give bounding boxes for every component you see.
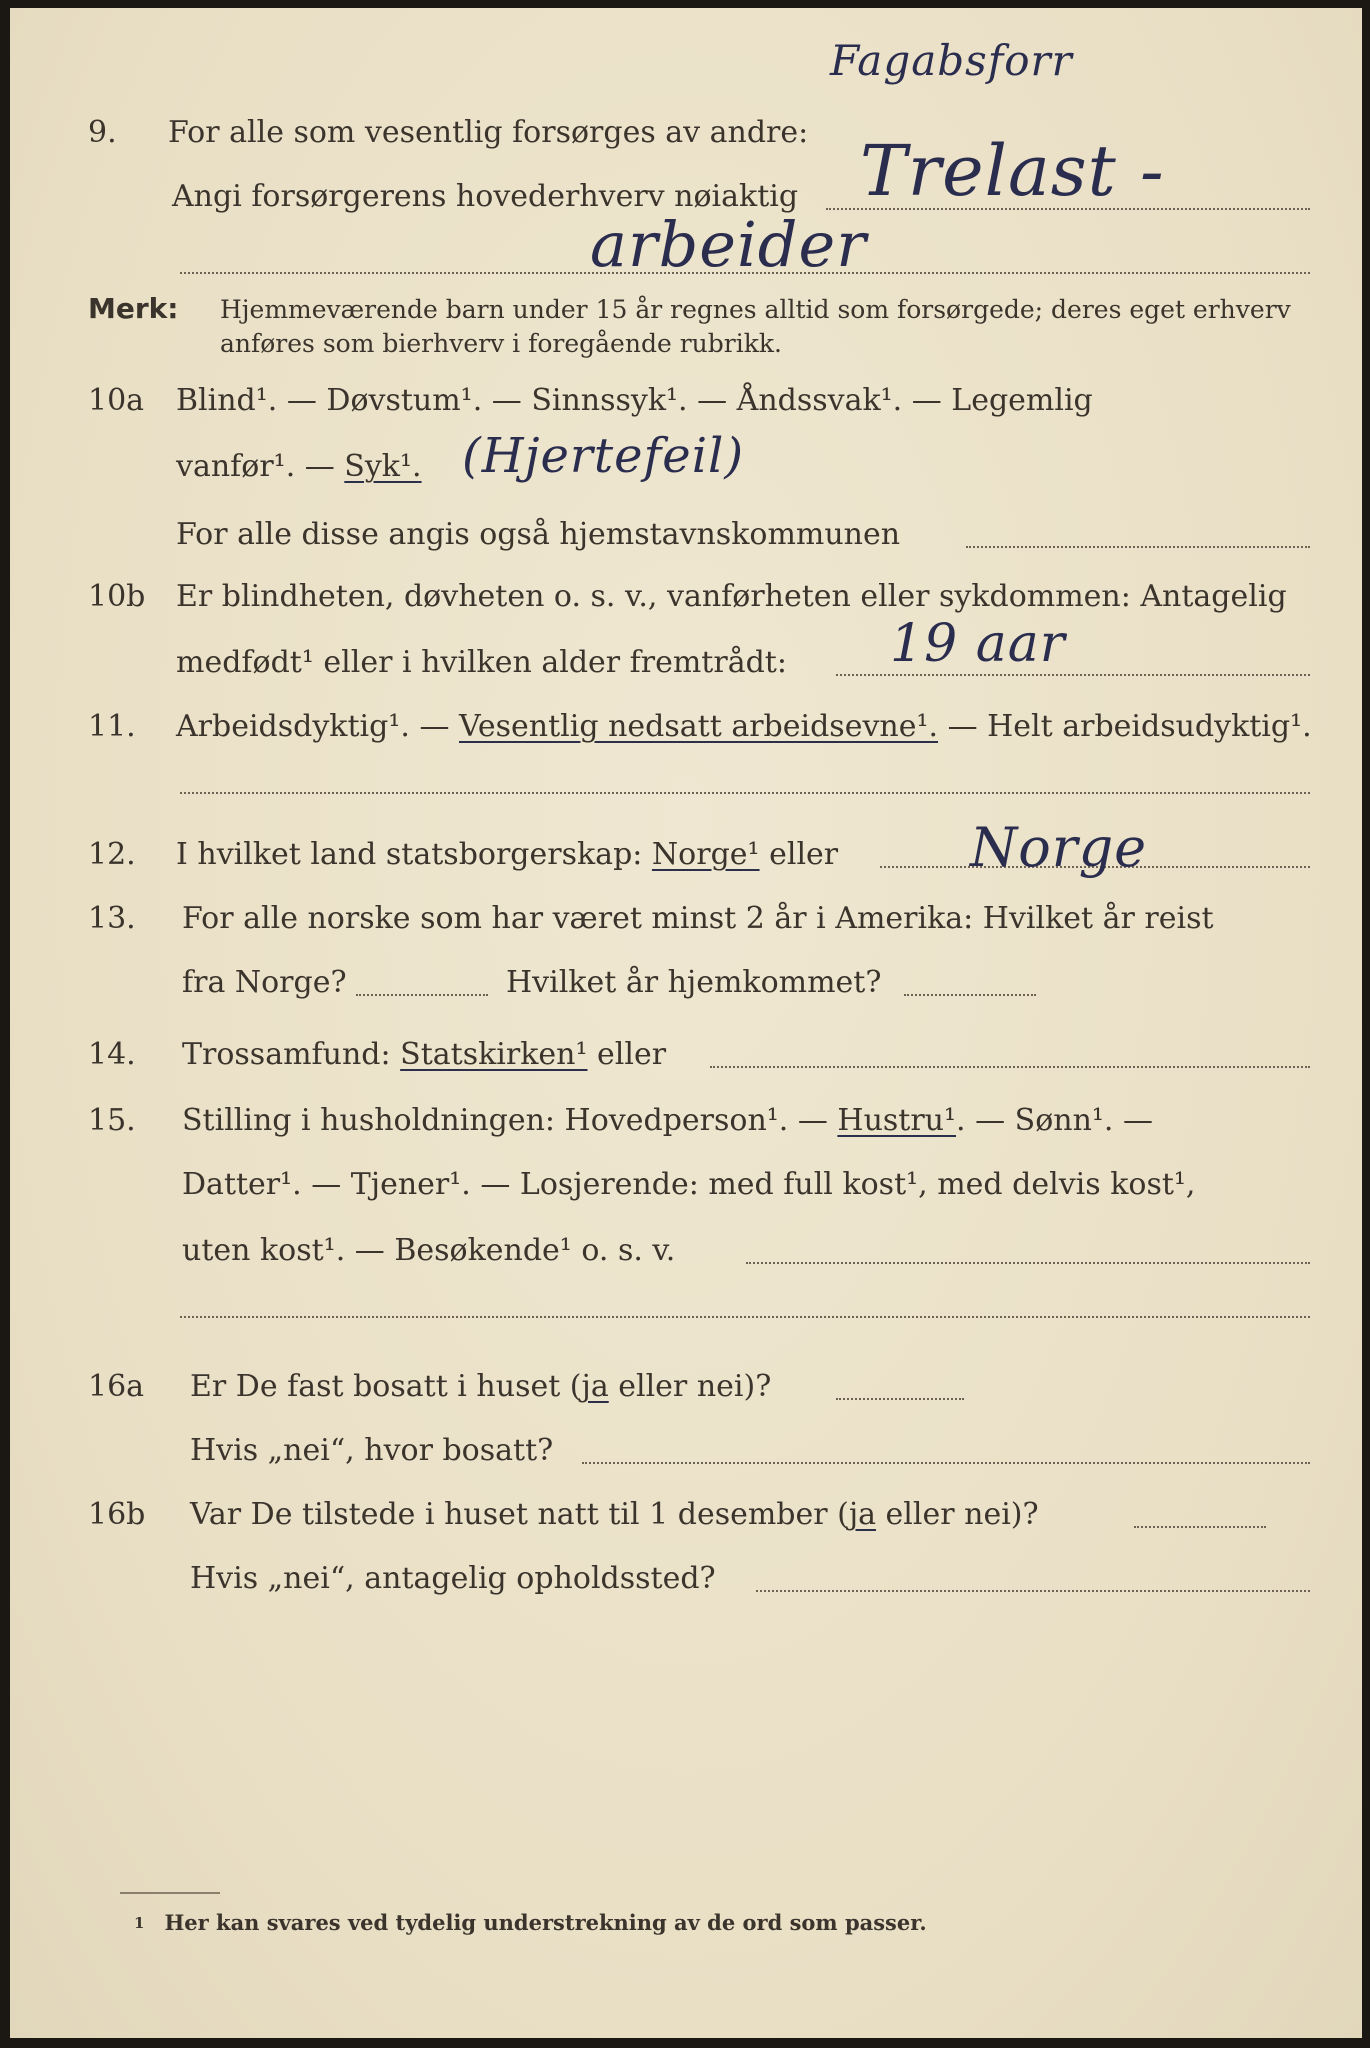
handwritten-age: 19 aar [890, 614, 1066, 674]
census-form-page: Fagabsforr 9. For alle som vesentlig forsørges av andre: Angi forsørgerens hovederhverv nøiaktig Trelast - arbeider Merk: Hjemmeværende barn under 15 år regnes alltid som forsørgede; deres eget erhverv anføres som bierhverv i foregående rubrikk. 10a Blind¹. — Døvstum¹. — Sinnssyk¹. — Åndssvak¹. — Legemlig vanfør¹. — Syk¹. (Hjertefeil) For alle disse angis også hjemstavnskommunen 10b Er blindheten, døvheten o. s. v., vanførheten eller sykdommen: Antagelig medfødt¹ eller i hvilken alder fremtrådt: 19 aar 11. Arbeidsdyktig¹. — Vesentlig nedsatt arbeidsevne¹. — Helt arbeidsudyktig¹. 12. I hvilket land statsborgerskap: Norge¹ eller Norge 13. For alle norske som har været minst 2 år i Amerika: Hvilket år reist fra Norge? Hvilket år hjemkommet? 14. Trossamfund: Statskirken¹ eller 15. Stilling i husholdningen: Hovedperson¹. — Hustru¹. — Sønn¹. — Datter¹. — Tjener¹. — Losjerende: med full kost¹, med delvis kost¹, uten kost¹. — Besøkende¹ o. s. v. 16a Er De fast bosatt i huset (ja eller nei)? Hvis „nei“, hvor bosatt? 16b Var De tilstede i huset natt til 1 desember (ja eller nei)? Hvis „nei“, antagelig opholdssted? 1 Her kan svares ved tydelig understrekning av de ord som passer. [10, 8, 1362, 2038]
q10b-answer-line[interactable] [836, 674, 1310, 676]
q16a-answer-line[interactable] [836, 1398, 964, 1400]
q9-text: For alle som vesentlig forsørges av andre: [168, 115, 809, 150]
q10a-answer-line[interactable] [966, 546, 1310, 548]
q16b-whereabouts-line[interactable] [756, 1590, 1310, 1592]
footnote: 1 Her kan svares ved tydelig understrekning av de ord som passer. [134, 1910, 927, 1935]
ja-underlined-16a[interactable]: ja [581, 1369, 609, 1404]
q16a-residence-line[interactable] [582, 1462, 1310, 1464]
q13-departed-line[interactable] [356, 994, 488, 996]
statskirken-underlined[interactable]: Statskirken¹ [400, 1037, 588, 1072]
handwritten-occupation: Trelast - [860, 130, 1165, 212]
q16b-number: 16b [88, 1497, 146, 1532]
q16a-number: 16a [88, 1369, 145, 1404]
q15-number: 15. [88, 1103, 136, 1138]
q10a-number: 10a [88, 383, 145, 418]
syk-underlined[interactable]: Syk¹. [344, 449, 422, 484]
handwritten-occupation-cont: arbeider [590, 208, 867, 281]
q12-number: 12. [88, 837, 136, 872]
q9-number: 9. [88, 115, 117, 150]
q14-number: 14. [88, 1037, 136, 1072]
q13-number: 13. [88, 901, 136, 936]
q11-answer-line[interactable] [180, 792, 1310, 794]
reduced-capacity-underlined[interactable]: Vesentlig nedsatt arbeidsevne¹. [458, 709, 939, 744]
q16b-answer-line[interactable] [1134, 1526, 1266, 1528]
hustru-underlined[interactable]: Hustru¹ [837, 1103, 957, 1138]
q9-answer-line2[interactable] [180, 272, 1310, 274]
q11-number: 11. [88, 709, 136, 744]
merk-label: Merk: [88, 292, 179, 325]
q14-answer-line[interactable] [710, 1066, 1310, 1068]
handwritten-citizenship: Norge [970, 816, 1148, 879]
ja-underlined-16b[interactable]: ja [848, 1497, 877, 1532]
q9-text2: Angi forsørgerens hovederhverv nøiaktig [172, 179, 799, 214]
norge-underlined[interactable]: Norge¹ [651, 837, 760, 872]
handwritten-illness: (Hjertefeil) [462, 428, 745, 484]
q10b-number: 10b [88, 579, 146, 614]
q15-answer-line2[interactable] [180, 1316, 1310, 1318]
handwritten-employer-line: Fagabsforr [830, 36, 1073, 85]
footnote-rule [120, 1892, 220, 1894]
q15-answer-line[interactable] [746, 1262, 1310, 1264]
q13-returned-line[interactable] [904, 994, 1036, 996]
